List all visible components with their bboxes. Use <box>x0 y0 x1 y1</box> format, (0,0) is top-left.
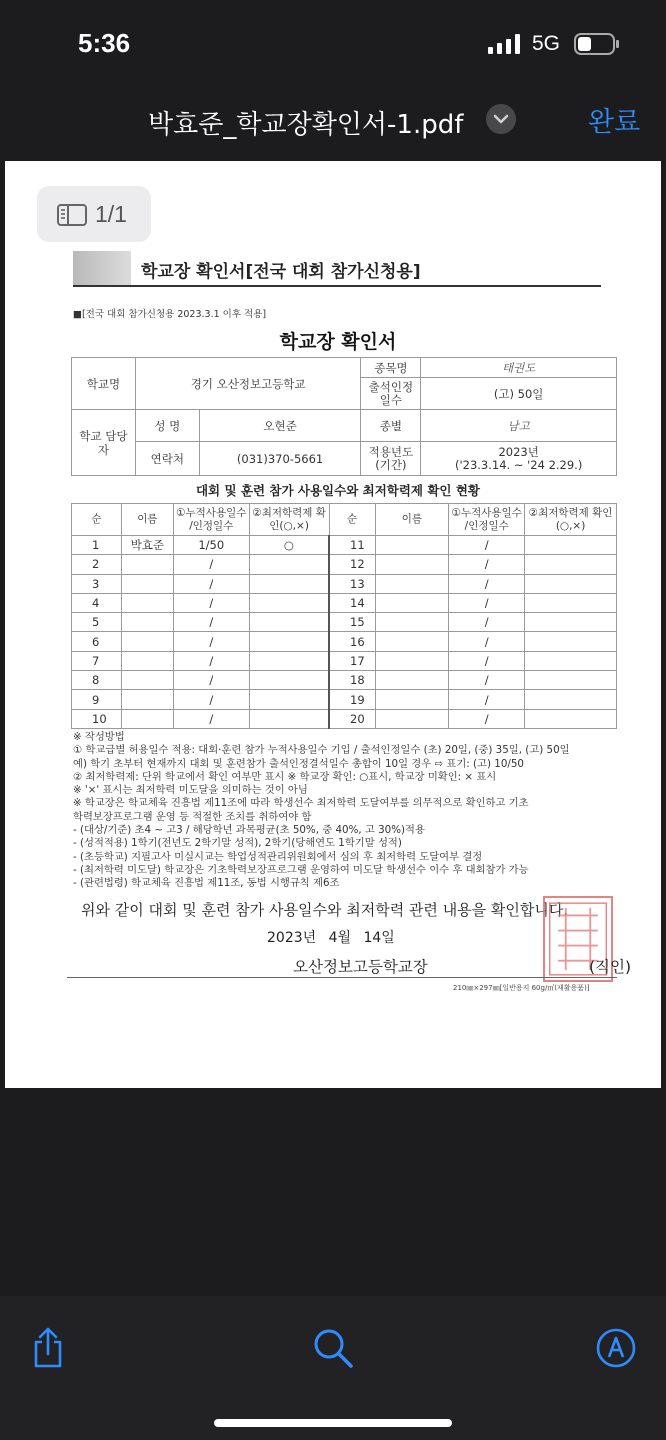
row-days: / <box>449 536 525 555</box>
cellular-signal-icon <box>488 34 524 54</box>
pdf-page[interactable] <box>5 161 661 1088</box>
header-name: 이름 <box>375 504 449 536</box>
year-value: 2023년 <box>498 444 539 459</box>
row-name <box>375 632 449 651</box>
row-number: 17 <box>329 651 375 670</box>
attendance-value: (고) 50일 <box>421 378 617 410</box>
status-table-body <box>72 536 617 729</box>
status-table <box>71 503 617 729</box>
battery-icon <box>574 33 620 55</box>
row-number: 2 <box>72 555 122 574</box>
issue-date: 2023년 4월 14일 <box>267 930 395 946</box>
chevron-down-icon <box>486 104 516 134</box>
header-check: ②최저학력제 확인(○,×) <box>525 504 617 536</box>
row-check <box>249 574 329 593</box>
row-number: 11 <box>329 536 375 555</box>
row-check <box>249 593 329 612</box>
row-name: 박효준 <box>121 536 173 555</box>
row-check: ○ <box>249 536 329 555</box>
row-days: / <box>449 593 525 612</box>
row-number: 15 <box>329 613 375 632</box>
row-check <box>249 709 329 728</box>
row-name <box>121 555 173 574</box>
row-name <box>375 536 449 555</box>
row-check <box>525 709 617 728</box>
row-days: / <box>173 632 249 651</box>
row-check <box>525 632 617 651</box>
row-check <box>249 613 329 632</box>
header-days: ①누적사용일수 /인정일수 <box>173 504 249 536</box>
page-count: 1/1 <box>95 201 127 227</box>
row-number: 5 <box>72 613 122 632</box>
row-days: / <box>449 632 525 651</box>
row-days: / <box>173 651 249 670</box>
search-icon[interactable] <box>311 1326 355 1370</box>
row-days: / <box>173 555 249 574</box>
row-name <box>121 613 173 632</box>
table-row <box>72 574 617 593</box>
row-number: 3 <box>72 574 122 593</box>
gender-value: 남고 <box>421 410 617 442</box>
row-check <box>249 555 329 574</box>
instruction-line: - (초등학교) 지필고사 미실시교는 학업성적관리위원회에서 심의 후 최저학력 도달여부 결정 <box>73 850 483 863</box>
table-row <box>72 555 617 574</box>
sport-value: 태권도 <box>421 358 617 378</box>
name-label: 성 명 <box>135 410 199 442</box>
row-number: 7 <box>72 651 122 670</box>
row-check <box>525 613 617 632</box>
row-days: / <box>449 574 525 593</box>
instruction-line: - (대상/기준) 초4 ~ 고3 / 해당학년 과목평균(초 50%, 중 40%, 고 30%)적용 <box>73 824 425 837</box>
year-label: 적용년도 (기간) <box>361 442 421 476</box>
table-row <box>72 613 617 632</box>
row-name <box>375 593 449 612</box>
row-days: / <box>449 690 525 709</box>
row-check <box>249 632 329 651</box>
contact-label: 연락처 <box>135 442 199 476</box>
header-seq: 순 <box>72 504 122 536</box>
row-days: / <box>173 593 249 612</box>
paper-spec: 210㎜×297㎜[일반용지 60g/㎡(재활용품)] <box>453 984 590 992</box>
network-type: 5G <box>532 32 561 55</box>
sport-label: 종목명 <box>361 358 421 378</box>
row-check <box>249 671 329 690</box>
document-title[interactable]: 박효준_학교장확인서-1.pdf <box>148 110 464 140</box>
row-days: / <box>449 671 525 690</box>
share-icon[interactable] <box>26 1326 70 1370</box>
row-name <box>121 690 173 709</box>
row-number: 9 <box>72 690 122 709</box>
info-table <box>71 357 617 476</box>
table-row <box>72 690 617 709</box>
row-days: / <box>173 574 249 593</box>
row-check <box>525 690 617 709</box>
nav-bar <box>0 90 666 160</box>
row-check <box>525 593 617 612</box>
header-days: ①누적사용일수 /인정일수 <box>449 504 525 536</box>
done-button[interactable]: 완료 <box>588 107 641 138</box>
row-days: / <box>449 613 525 632</box>
school-value: 경기 오산정보고등학교 <box>135 358 361 410</box>
row-number: 12 <box>329 555 375 574</box>
principal-name: 오산정보고등학교장 <box>293 958 428 976</box>
row-check <box>525 574 617 593</box>
row-number: 19 <box>329 690 375 709</box>
confirm-text: 위와 같이 대회 및 훈련 참가 사용일수와 최저학력 관련 내용을 확인합니다. <box>81 901 569 919</box>
instructions <box>73 731 633 891</box>
contact-value: (031)370-5661 <box>199 442 361 476</box>
row-name <box>375 613 449 632</box>
row-number: 16 <box>329 632 375 651</box>
markup-icon[interactable] <box>594 1326 638 1370</box>
table-row <box>72 651 617 670</box>
title-menu-button[interactable] <box>486 104 516 134</box>
status-bar <box>0 0 666 90</box>
row-number: 20 <box>329 709 375 728</box>
attendance-label: 출석인정 일수 <box>361 378 421 410</box>
name-value: 오현준 <box>199 410 361 442</box>
row-name <box>121 671 173 690</box>
table-row <box>72 632 617 651</box>
row-days: 1/50 <box>173 536 249 555</box>
year-cell <box>421 442 617 476</box>
page-indicator[interactable] <box>37 186 151 242</box>
row-number: 1 <box>72 536 122 555</box>
row-name <box>375 709 449 728</box>
main-title: 학교장 확인서 <box>279 331 397 353</box>
top-note: ■[전국 대회 참가신청용 2023.3.1 이후 적용] <box>73 309 267 320</box>
instruction-line: ※ '×' 표시는 최저학력 미도달을 의미하는 것이 아님 <box>73 784 308 797</box>
row-check <box>249 651 329 670</box>
row-number: 6 <box>72 632 122 651</box>
seal-label: (직인) <box>589 958 632 976</box>
row-check <box>525 671 617 690</box>
instruction-line: ※ 학교장은 학교체육 진흥법 제11조에 따라 학생선수 최저학력 도달여부를 의무적으로 확인하고 기초 <box>73 797 529 810</box>
row-name <box>375 651 449 670</box>
section-title: 대회 및 훈련 참가 사용일수와 최저학력제 확인 현황 <box>195 483 481 498</box>
row-number: 13 <box>329 574 375 593</box>
header-name: 이름 <box>121 504 173 536</box>
instruction-line: ① 학교급별 허용일수 적용: 대회·훈련 참가 누적사용일수 기입 / 출석인정일수 (초) 20일, (중) 35일, (고) 50일 <box>73 744 570 757</box>
row-name <box>375 690 449 709</box>
row-name <box>375 671 449 690</box>
row-number: 14 <box>329 593 375 612</box>
row-days: / <box>173 709 249 728</box>
table-row <box>72 593 617 612</box>
row-name <box>375 555 449 574</box>
row-number: 4 <box>72 593 122 612</box>
school-label: 학교명 <box>72 358 136 410</box>
row-days: / <box>449 555 525 574</box>
row-days: / <box>173 613 249 632</box>
row-number: 8 <box>72 671 122 690</box>
row-check <box>525 536 617 555</box>
instruction-line: ② 최저학력제: 단위 학교에서 확인 여부만 표시 ※ 학교장 확인: ○표시, 학교장 미확인: × 표시 <box>73 770 497 783</box>
header-check: ②최저학력제 확인(○,×) <box>249 504 329 536</box>
row-name <box>375 574 449 593</box>
row-days: / <box>173 690 249 709</box>
table-row <box>72 536 617 555</box>
header-title: 학교장 확인서[전국 대회 참가신청용] <box>141 262 421 282</box>
home-indicator[interactable] <box>214 1419 452 1427</box>
header-seq: 순 <box>329 504 375 536</box>
row-name <box>121 709 173 728</box>
instruction-line: - (관련법령) 학교체육 진흥법 제11조, 동법 시행규칙 제6조 <box>73 877 340 890</box>
instruction-line: - (최저학력 미도달) 학교장은 기초학력보장프로그램 운영하여 미도달 학생선수 이수 후 대회참가 가능 <box>73 863 529 876</box>
period-value: ('23.3.14. ~ '24 2.29.) <box>454 457 583 472</box>
document-header <box>73 251 601 287</box>
row-name <box>121 632 173 651</box>
row-name <box>121 593 173 612</box>
row-check <box>249 690 329 709</box>
row-name <box>121 574 173 593</box>
row-number: 18 <box>329 671 375 690</box>
row-days: / <box>449 709 525 728</box>
row-days: / <box>449 651 525 670</box>
header-shade <box>73 251 131 285</box>
row-number: 10 <box>72 709 122 728</box>
table-row <box>72 709 617 728</box>
status-time: 5:36 <box>78 28 131 58</box>
instruction-line: ※ 작성방법 <box>73 731 125 743</box>
table-row <box>72 671 617 690</box>
instruction-line: - (성적적용) 1학기(전년도 2학기말 성적), 2학기(당해연도 1학기말 성적) <box>73 837 402 850</box>
row-days: / <box>173 671 249 690</box>
bottom-rule <box>67 977 617 978</box>
sidebar-thumbnails-icon <box>57 204 87 226</box>
row-name <box>121 651 173 670</box>
row-check <box>525 555 617 574</box>
instruction-line: 학력보장프로그램 운영 등 적절한 조치를 취하여야 함 <box>73 810 312 823</box>
instruction-line: 예) 학기 초부터 현재까지 대회 및 훈련참가 출석인정결석일수 총합이 10일 경우 ⇨ 표기: (고) 10/50 <box>73 757 524 770</box>
gender-label: 종별 <box>361 410 421 442</box>
row-check <box>525 651 617 670</box>
manager-label: 학교 담당자 <box>72 410 136 476</box>
